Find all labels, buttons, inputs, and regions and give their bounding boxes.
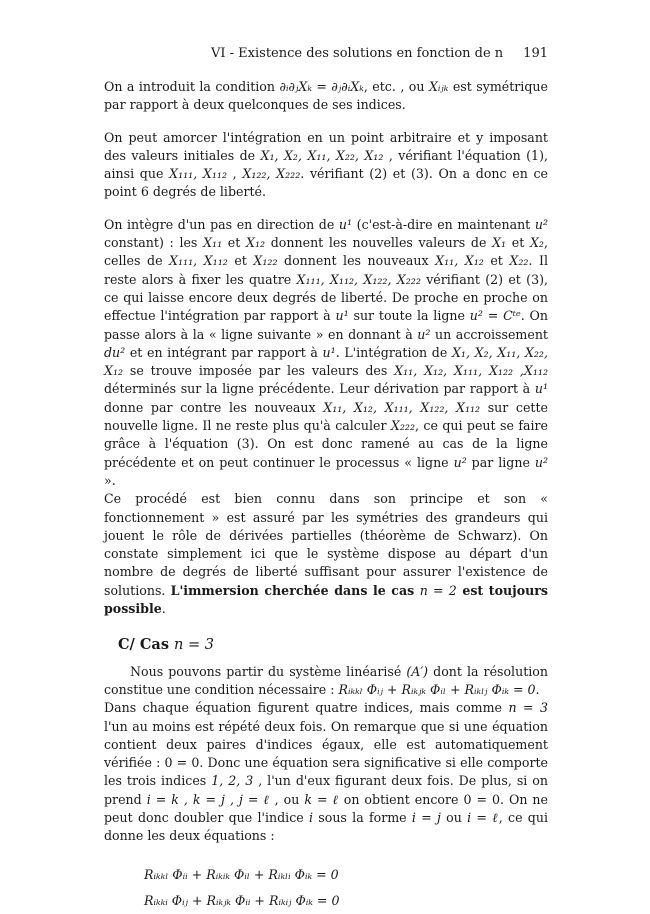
math-inline: u² xyxy=(453,454,467,470)
math-inline: i = j xyxy=(411,809,441,825)
math-inline: X₂₂₂ xyxy=(390,418,415,434)
text: On intègre d'un pas en direction de xyxy=(104,216,339,232)
text: et xyxy=(483,253,510,269)
text: ». xyxy=(104,472,116,488)
paragraph-3 xyxy=(104,216,548,490)
math-inline: X₁, X₂, X₁₁, X₂₂, X₁₂ xyxy=(104,344,548,379)
text: , ce qui donne les deux équations : xyxy=(104,809,549,844)
text: se trouve imposée par les valeurs des xyxy=(123,363,395,379)
math-inline: i = ℓ xyxy=(467,809,499,825)
math-inline: X₁₂₂ ,X₁₁₂ xyxy=(488,363,548,379)
math-inline: u¹ xyxy=(534,381,548,397)
page-body xyxy=(104,78,548,914)
math-inline: X₁₁ xyxy=(203,235,223,251)
math-inline: u² xyxy=(534,216,548,232)
running-header xyxy=(104,46,548,61)
math-inline: n = 3 xyxy=(508,700,549,716)
text: et xyxy=(227,253,254,269)
math-inline: X₁₂ xyxy=(246,235,266,251)
text: , celles de xyxy=(104,235,548,269)
math-inline: X₁, X₂, X₁₁, X₂₂, X₁₂ xyxy=(260,147,384,163)
text: vérifiant (2) et (3), ce qui laisse encore deux degrés de liberté. De proche en proche on effectue l'intégration par rapport à xyxy=(104,271,548,324)
bold-statement: est toujours possible xyxy=(104,582,548,617)
section-heading xyxy=(118,636,548,654)
text xyxy=(482,363,489,378)
text: et xyxy=(222,235,246,251)
text: On a introduit la condition xyxy=(104,79,280,94)
text: , l'un d'eux figurant deux fois. De plus, si on prend xyxy=(104,773,548,807)
text: dont la résolution constitue une condition nécessaire : xyxy=(104,663,548,697)
text: , xyxy=(227,166,243,182)
math-inline: u¹ xyxy=(322,344,336,360)
math-inline: n = 2 xyxy=(419,582,457,598)
math-inline: n = 3 xyxy=(174,637,214,654)
math-inline: i xyxy=(308,809,314,825)
text: On peut amorcer l'intégration en un point arbitraire et y imposant des valeurs initiales de xyxy=(104,129,548,163)
section-label: C/ Cas xyxy=(118,636,175,654)
math-inline: X₂₂ xyxy=(509,253,529,269)
text: constant) : les xyxy=(104,235,204,251)
text: sous la forme xyxy=(313,809,412,825)
math-inline: X₂ xyxy=(529,235,544,251)
text: par ligne xyxy=(466,454,535,470)
chapter-title: VI - Existence des solutions en fonction de n xyxy=(210,46,504,61)
math-inline: X₁₁₁, X₁₁₂ xyxy=(169,166,228,182)
math-inline: X₁₁, X₁₂, X₁₁₁, xyxy=(394,363,483,379)
math-inline: X₁₂₂ xyxy=(253,253,278,269)
math-inline: i = k , k = j , j = ℓ xyxy=(146,791,270,807)
text: donnent les nouvelles valeurs de xyxy=(265,235,493,251)
bold-statement: L'immersion cherchée dans le cas xyxy=(170,582,420,598)
text: donnent les nouveaux xyxy=(277,253,436,269)
paragraph-4 xyxy=(104,490,548,618)
text: Dans chaque équation figurent quatre indices, mais comme xyxy=(104,700,509,716)
text: . vérifiant (2) et (3). On a donc en ce point 6 degrés de liberté. xyxy=(104,166,549,200)
math-inline: X₁₁, X₁₂ xyxy=(435,253,484,269)
math-inline: Xᵢⱼₖ xyxy=(428,79,449,94)
text: un accroissement xyxy=(430,326,548,342)
text: donne par contre les nouveaux xyxy=(104,399,324,415)
paragraph-2 xyxy=(104,129,548,202)
page-number: 191 xyxy=(523,46,548,61)
equation-2: Rᵢₖₖᵢ Φᵢⱼ + Rᵢₖⱼₖ Φᵢᵢ + Rᵢₖᵢⱼ Φᵢₖ = 0 xyxy=(144,892,340,908)
text: (c'est-à-dire en maintenant xyxy=(352,216,535,232)
math-inline: X₁ xyxy=(492,235,507,251)
text: . On passe alors à la « ligne suivante » en donnant à xyxy=(104,308,548,342)
math-inline: du² xyxy=(104,344,126,360)
text: , vérifiant l'équation (1), ainsi que xyxy=(104,147,548,182)
text: ou xyxy=(440,809,468,825)
math-inline: k = ℓ xyxy=(304,791,339,807)
math-inline: u¹ xyxy=(338,216,353,232)
text: l'un au moins est répété deux fois. On remarque que si une équation contient deux paires d'indices égaux, elle est automatiquement vérifiée : 0 = 0. Donc une équation sera significative si elle comporte les trois indices xyxy=(104,718,548,789)
math-inline: X₁₁, X₁₂, X₁₁₁, X₁₂₂, X₁₁₂ xyxy=(323,399,481,415)
equation-1: Rᵢₖₖₗ Φᵢᵢ + Rᵢₖᵢₖ Φᵢₗ + Rᵢₖₗᵢ Φᵢₖ = 0 xyxy=(144,866,339,882)
text: . Il reste alors à fixer les quatre xyxy=(104,253,549,287)
text: . xyxy=(535,681,540,697)
text: . L'intégration de xyxy=(335,344,452,360)
math-inline: X₁₂₂, X₂₂₂ xyxy=(242,166,301,182)
math-inline: X₁₁₁, X₁₁₂ xyxy=(169,253,228,269)
text: Nous pouvons partir du système linéarisé xyxy=(130,663,407,679)
text: sur cette nouvelle ligne. Il ne reste plus qu'à calculer xyxy=(104,399,548,434)
text: Ce procédé est bien connu dans son principe et son « fonctionnement » est assuré par les symétries des grandeurs qui jouent le rôle de dérivées partielles (théorème de Schwarz). On constate simplement ici que le système dispose au départ d'un nombre de degrés de liberté suffisant pour assurer l'existence de solutions. xyxy=(104,491,548,598)
math-inline: u² xyxy=(534,454,549,470)
paragraph-6 xyxy=(104,699,548,845)
text: , etc. , ou xyxy=(363,79,429,94)
text: , ou xyxy=(269,791,305,807)
text: est symétrique par rapport à deux quelconques de ses indices. xyxy=(104,79,548,113)
paragraph-5 xyxy=(104,663,548,700)
text: et xyxy=(506,235,530,251)
math-inline: u¹ xyxy=(335,308,349,324)
display-equations xyxy=(144,862,548,914)
math-inline: u² = Cᵗᵉ xyxy=(469,308,521,324)
math-inline: Rᵢₖₖₗ Φᵢⱼ + Rᵢₖⱼₖ Φᵢₗ + Rᵢₖₗⱼ Φᵢₖ = 0 xyxy=(338,681,536,697)
text: et en intégrant par rapport à xyxy=(125,344,323,360)
math-inline: 1, 2, 3 xyxy=(211,773,254,789)
math-inline: ∂ᵢ∂ⱼXₖ = ∂ⱼ∂ᵢXₖ xyxy=(279,79,364,94)
text: déterminés sur la ligne précédente. Leur dérivation par rapport à xyxy=(104,381,535,397)
text: , ce qui peut se faire grâce à l'équation (3). On est donc ramené au cas de la ligne précédente et on peut continuer le processus « ligne xyxy=(104,418,548,470)
text: . xyxy=(161,601,166,617)
text: on obtient encore 0 = 0. On ne peut donc doubler que l'indice xyxy=(104,791,549,825)
text: sur toute la ligne xyxy=(348,308,470,324)
math-inline: X₁₁₁, X₁₁₂, X₁₂₂, X₂₂₂ xyxy=(296,271,421,287)
paragraph-1 xyxy=(104,78,548,115)
math-inline: u² xyxy=(417,326,431,342)
math-inline: (A′) xyxy=(406,663,429,679)
